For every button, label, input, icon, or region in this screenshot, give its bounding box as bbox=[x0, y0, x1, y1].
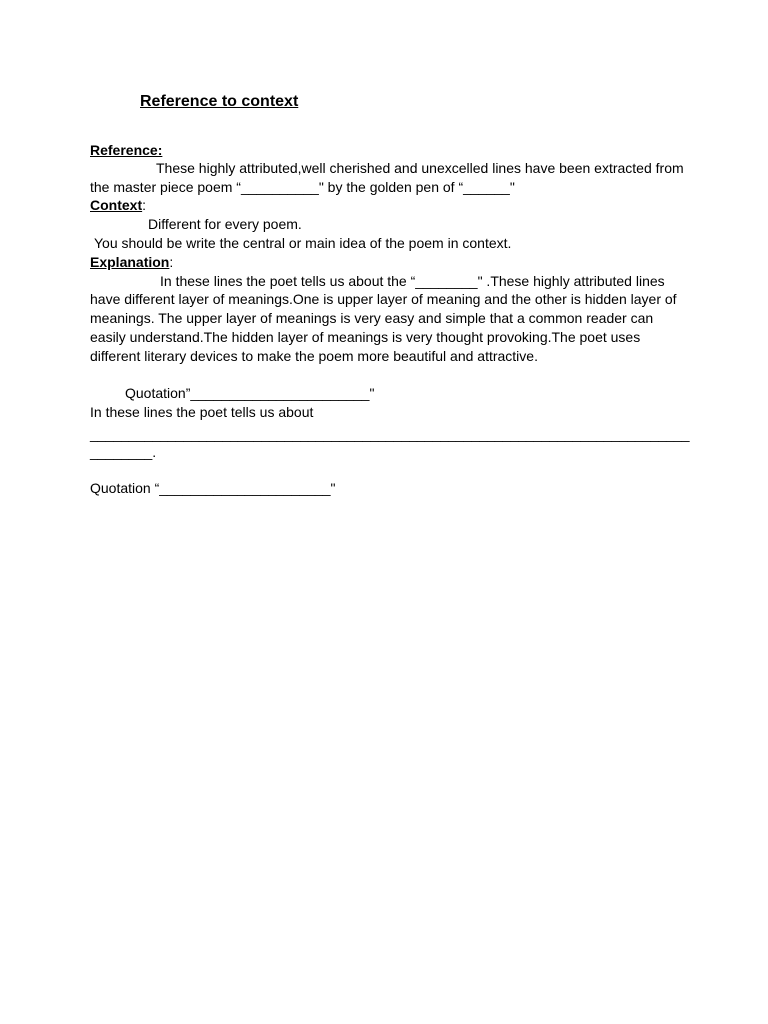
quotation-1: Quotation”_______________________" bbox=[125, 385, 375, 401]
explanation-line-4: easily understand.The hidden layer of meanings is very thought provoking.The poet uses bbox=[90, 329, 641, 345]
explanation-line-1: In these lines the poet tells us about the “________" .These highly attributed lines bbox=[160, 273, 665, 289]
explanation-heading-suffix: : bbox=[169, 254, 174, 270]
reference-heading-line bbox=[90, 141, 162, 159]
context-heading-line bbox=[90, 196, 146, 214]
context-heading: Context bbox=[90, 197, 143, 213]
reference-heading: Reference: bbox=[90, 142, 163, 158]
answer-blank-line-end: ________. bbox=[90, 444, 157, 460]
context-line-2: You should be write the central or main idea of the poem in context. bbox=[94, 235, 512, 251]
quotation-2: Quotation “______________________" bbox=[90, 480, 336, 496]
explanation-heading: Explanation bbox=[90, 254, 170, 270]
explanation-line-3: meanings. The upper layer of meanings is very easy and simple that a common reader can bbox=[90, 310, 654, 326]
reference-line-2: the master piece poem “__________" by the golden pen of “______" bbox=[90, 179, 515, 195]
document-title: Reference to context bbox=[140, 93, 299, 110]
explanation-heading-line bbox=[90, 253, 173, 271]
answer-blank-line: _____________________________________________________________________________ bbox=[90, 426, 690, 442]
explanation-line-5: different literary devices to make the poem more beautiful and attractive. bbox=[90, 348, 538, 364]
context-heading-suffix: : bbox=[142, 197, 147, 213]
poet-tells-line: In these lines the poet tells us about bbox=[90, 404, 314, 420]
context-line-1: Different for every poem. bbox=[148, 216, 302, 232]
explanation-line-2: have different layer of meanings.One is upper layer of meaning and the other is hidden layer of bbox=[90, 291, 677, 307]
reference-line-1: These highly attributed,well cherished and unexcelled lines have been extracted from bbox=[156, 160, 684, 176]
